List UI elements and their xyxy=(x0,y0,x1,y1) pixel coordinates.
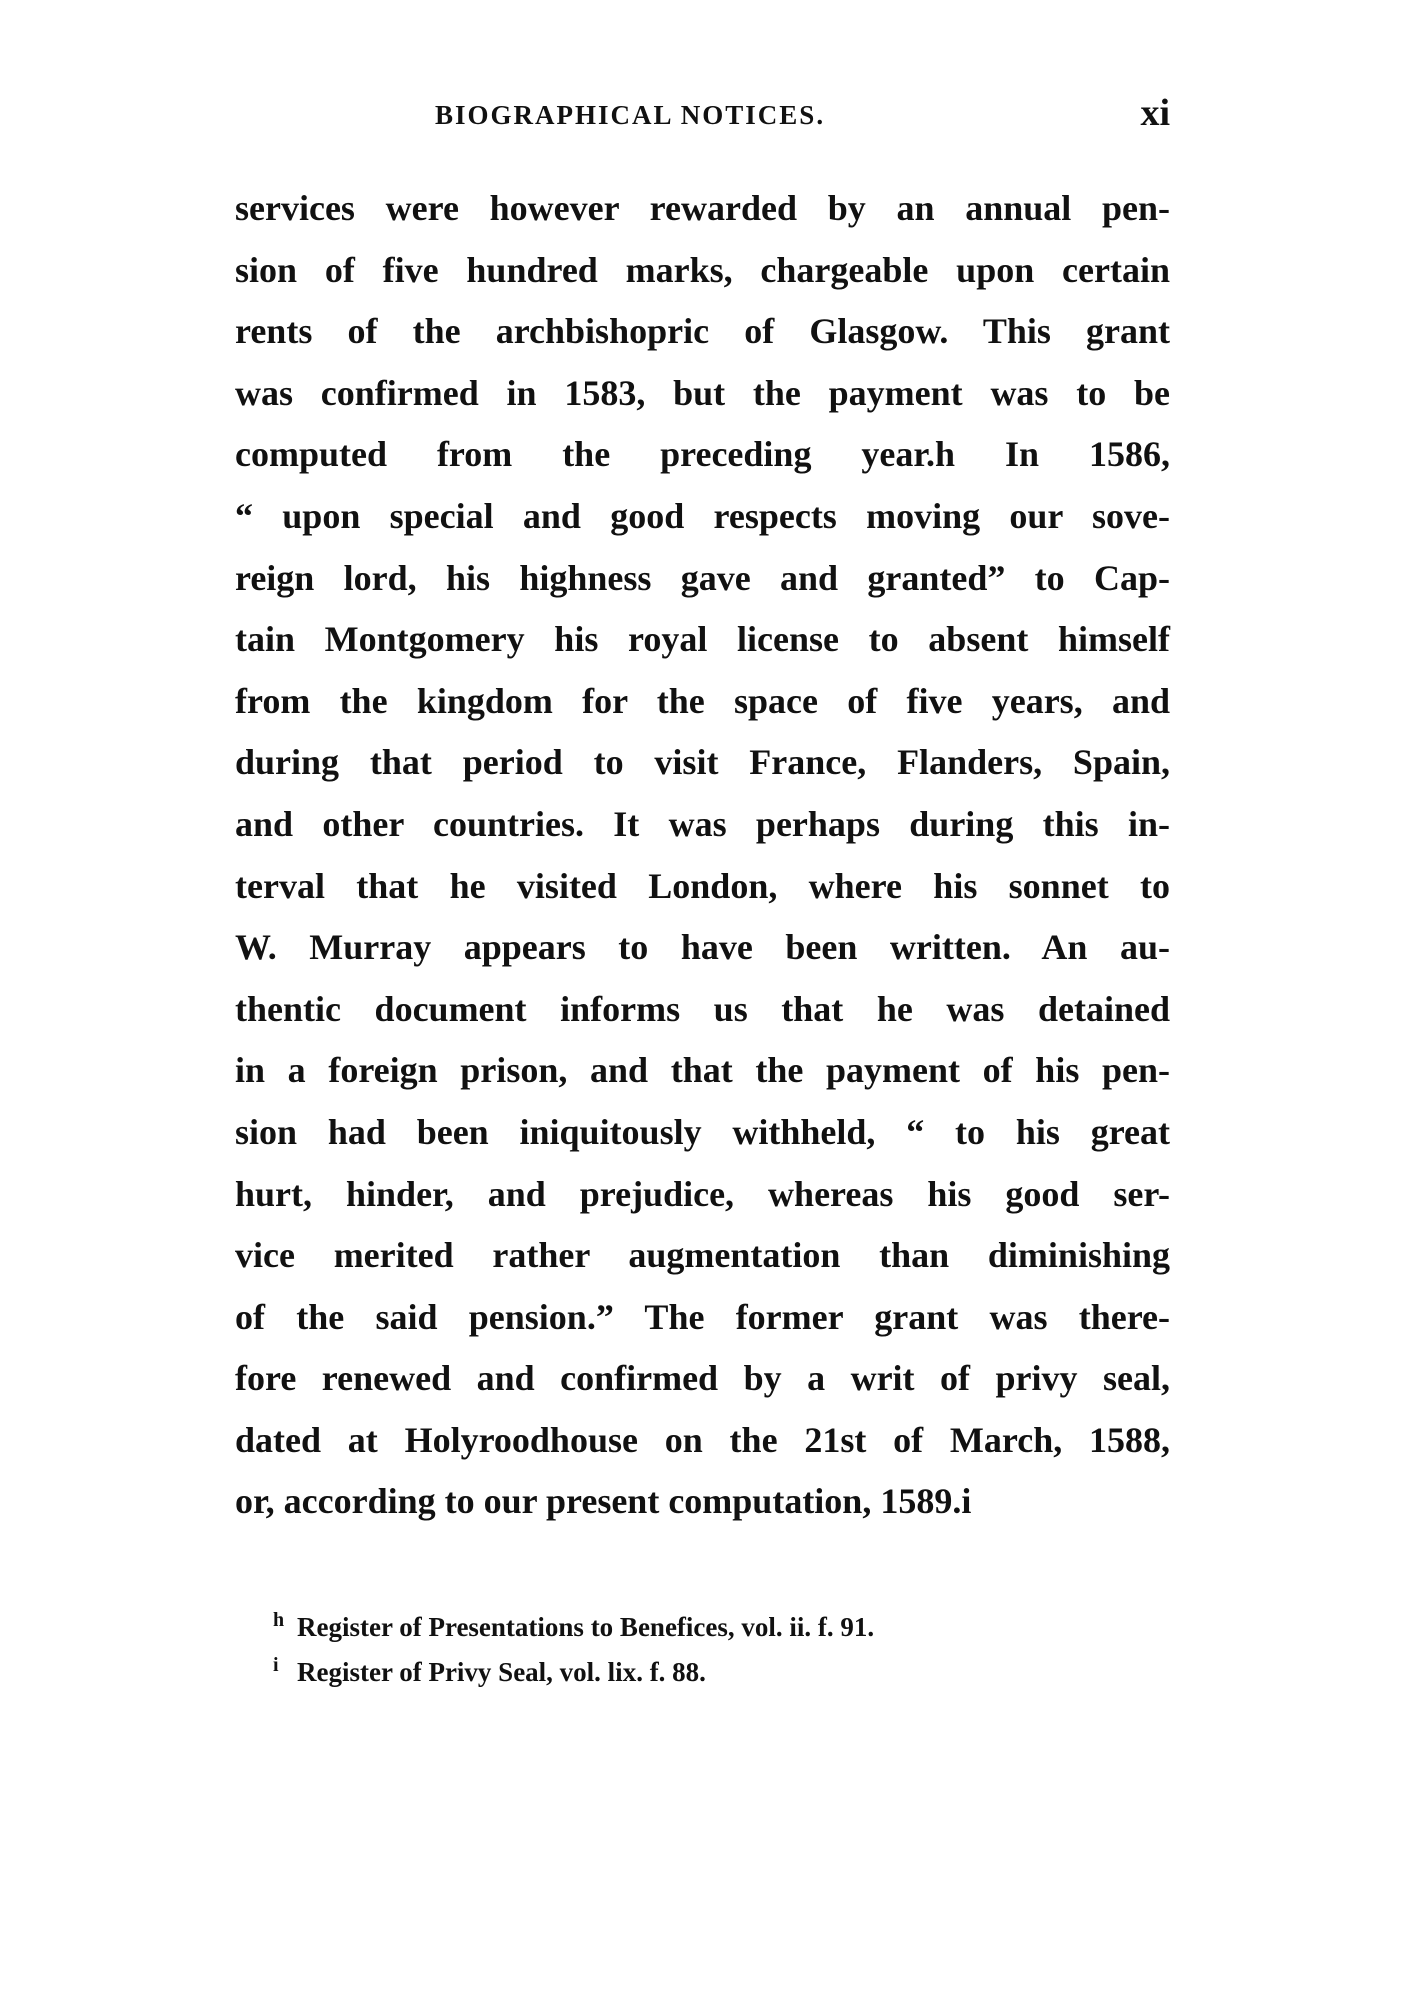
body-line: tain Montgomery his royal license to absent himself xyxy=(235,619,1170,660)
body-line: from the kingdom for the space of five years, and xyxy=(235,680,1170,721)
body-line: terval that he visited London, where his sonnet to xyxy=(235,865,1170,906)
body-line: during that period to visit France, Flanders, Spain, xyxy=(235,742,1170,783)
body-line: in a foreign prison, and that the payment of his pen- xyxy=(235,1050,1170,1091)
body-line: rents of the archbishopric of Glasgow. This grant xyxy=(235,311,1170,352)
body-line: services were however rewarded by an annual pen- xyxy=(235,188,1170,228)
footnote: h Register of Presentations to Benefices, vol. ii. f. 91. xyxy=(273,1609,875,1642)
body-line: or, according to our present computation, 1589.i xyxy=(235,1481,972,1522)
body-line: sion of five hundred marks, chargeable upon certain xyxy=(235,249,1170,290)
running-head xyxy=(235,92,1170,135)
footnotes xyxy=(273,1605,1170,1695)
body-line: of the said pension.” The former grant was there- xyxy=(235,1296,1170,1337)
body-line: hurt, hinder, and prejudice, whereas his good ser- xyxy=(235,1173,1170,1214)
body-line: W. Murray appears to have been written. An au- xyxy=(235,927,1170,968)
footnote-text: Register of Privy Seal, vol. lix. f. 88. xyxy=(297,1657,706,1687)
body-line: sion had been iniquitously withheld, “ to his great xyxy=(235,1111,1170,1152)
body-line: “ upon special and good respects moving our sove- xyxy=(235,495,1170,536)
running-title: BIOGRAPHICAL NOTICES. xyxy=(435,100,826,130)
page-number: xi xyxy=(1140,92,1170,134)
body-line: reign lord, his highness gave and granted” to Cap- xyxy=(235,557,1170,598)
body-line: fore renewed and confirmed by a writ of privy seal, xyxy=(235,1358,1170,1399)
body-line: was confirmed in 1583, but the payment was to be xyxy=(235,372,1170,413)
body-text xyxy=(235,178,1170,1533)
body-line: thentic document informs us that he was detained xyxy=(235,988,1170,1029)
body-line: vice merited rather augmentation than diminishing xyxy=(235,1235,1170,1276)
footnote-text: Register of Presentations to Benefices, vol. ii. f. 91. xyxy=(297,1612,875,1642)
body-line: dated at Holyroodhouse on the 21st of March, 1588, xyxy=(235,1419,1170,1460)
footnote: i Register of Privy Seal, vol. lix. f. 88. xyxy=(273,1654,706,1687)
body-line: and other countries. It was perhaps during this in- xyxy=(235,803,1170,844)
body-line: computed from the preceding year.h In 1586, xyxy=(235,434,1170,475)
